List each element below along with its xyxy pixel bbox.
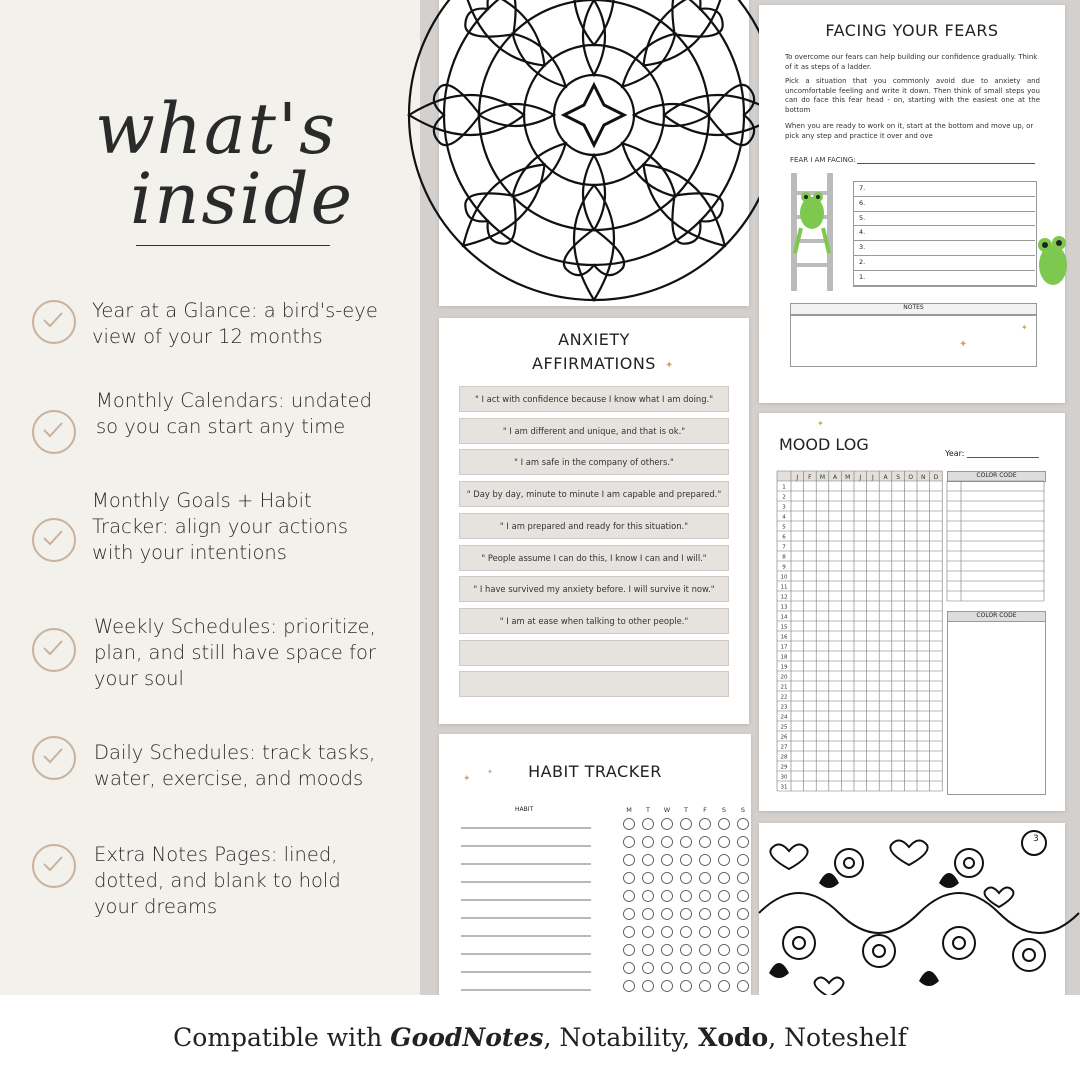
fear-step-number: 7. (859, 184, 866, 192)
mood-grid (777, 471, 947, 795)
habit-check-circle (624, 819, 635, 830)
mood-day-label: 14 (780, 614, 788, 621)
mood-day-label: 20 (780, 674, 788, 681)
heading-inside: inside (130, 158, 355, 240)
habit-check-circle (643, 837, 654, 848)
feature-text: Monthly Goals + Habit Tracker: align your actions with your intentions (92, 489, 349, 564)
mood-month-label: M (819, 474, 826, 481)
habit-grid (459, 802, 746, 1002)
habit-check-circle (624, 891, 635, 902)
feature-text: Daily Schedules: track tasks, water, exercise, and moods (94, 741, 376, 790)
affirmation-item: " I am at ease when talking to other people." (459, 608, 729, 634)
sparkle-icon: ✦ (959, 339, 968, 350)
heading-whats: what's (95, 88, 338, 170)
mood-day-label: 13 (780, 604, 788, 611)
habit-check-circle (700, 873, 711, 884)
preview-collage (420, 0, 1080, 995)
mood-day-label: 2 (782, 494, 786, 501)
habit-check-circle (662, 963, 673, 974)
mood-day-label: 12 (780, 594, 788, 601)
anxiety-affirmations-page (439, 318, 749, 724)
check-icon (32, 518, 76, 562)
habit-check-circle (624, 945, 635, 956)
habit-check-circle (643, 909, 654, 920)
habit-check-circle (643, 873, 654, 884)
mood-month-label: J (859, 474, 862, 481)
color-code-label: COLOR CODE (947, 611, 1046, 622)
habit-check-circle (738, 963, 749, 974)
habit-check-circle (700, 909, 711, 920)
affirmation-item: " I am prepared and ready for this situation." (459, 513, 729, 539)
mood-month-label: A (833, 474, 838, 481)
habit-check-circle (681, 963, 692, 974)
mood-day-label: 21 (780, 684, 788, 691)
mood-day-label: 3 (782, 504, 786, 511)
mood-day-label: 22 (780, 694, 788, 701)
mood-title: MOOD LOG (779, 435, 869, 454)
sparkle-icon: ✦ (1021, 323, 1028, 332)
mood-day-label: 26 (780, 734, 788, 741)
habit-check-circle (643, 927, 654, 938)
mood-day-label: 31 (780, 784, 788, 791)
fear-step-number: 4. (859, 228, 866, 237)
affirmations-title-line2: AFFIRMATIONS (532, 354, 656, 373)
habit-check-circle (738, 873, 749, 884)
feature-weekly-schedules (32, 615, 412, 692)
color-code-box-1 (947, 481, 1045, 603)
habit-check-circle (624, 927, 635, 938)
habit-check-circle (700, 819, 711, 830)
habit-check-circle (662, 981, 673, 992)
mood-day-label: 15 (780, 624, 788, 631)
affirmation-item: " Day by day, minute to minute I am capable and prepared." (459, 481, 729, 507)
compatibility-footer (0, 995, 1080, 1080)
habit-check-circle (700, 981, 711, 992)
habit-check-circle (643, 945, 654, 956)
habit-check-circle (643, 981, 654, 992)
feature-daily-schedules (32, 734, 412, 792)
fear-step-number: 5. (859, 213, 866, 222)
habit-check-circle (643, 819, 654, 830)
habit-title: HABIT TRACKER (528, 762, 662, 781)
peeking-frog-icon (1031, 231, 1065, 287)
habit-check-circle (662, 945, 673, 956)
habit-check-circle (662, 837, 673, 848)
sparkle-icon: ✦ (487, 768, 493, 776)
mood-day-label: 18 (780, 654, 788, 661)
habit-day-label: F (703, 806, 707, 814)
habit-check-circle (662, 909, 673, 920)
habit-check-circle (738, 945, 749, 956)
habit-check-circle (738, 837, 749, 848)
mood-log-page (759, 413, 1065, 811)
mood-day-label: 1 (782, 484, 786, 491)
habit-check-circle (719, 927, 730, 938)
habit-check-circle (738, 927, 749, 938)
habit-day-label: T (684, 806, 688, 814)
mood-day-label: 8 (782, 554, 786, 561)
fear-step-row (853, 255, 1035, 271)
habit-check-circle (700, 963, 711, 974)
habit-check-circle (719, 855, 730, 866)
mood-day-label: 17 (780, 644, 788, 651)
mood-day-label: 6 (782, 534, 786, 541)
notes-label: NOTES (790, 303, 1037, 315)
habit-check-circle (719, 963, 730, 974)
habit-day-label: W (663, 806, 671, 814)
floral-illustration (759, 823, 1065, 995)
mood-month-label: J (796, 474, 799, 481)
habit-check-circle (624, 909, 635, 920)
notes-box (790, 315, 1037, 367)
habit-day-label: T (646, 806, 650, 814)
footer-xodo: Xodo (697, 1023, 769, 1052)
habit-check-circle (662, 819, 673, 830)
habit-check-circle (662, 873, 673, 884)
habit-check-circle (700, 855, 711, 866)
affirmation-item (459, 671, 729, 697)
mood-day-label: 16 (780, 634, 788, 641)
fears-paragraph-2: Pick a situation that you commonly avoid due to anxiety and uncomfortable feeling and write it down. Then think of small steps you can do face this fear head - on, starting with the easiest one at the bottom (785, 77, 1040, 114)
habit-check-circle (624, 873, 635, 884)
heading-underline (136, 245, 330, 246)
habit-check-circle (624, 981, 635, 992)
habit-check-circle (624, 963, 635, 974)
fear-step-row (853, 240, 1035, 256)
fears-paragraph-3: When you are ready to work on it, start at the bottom and move up, or pick any step and practice it over and ove (785, 122, 1034, 140)
check-icon (32, 300, 76, 344)
habit-check-circle (662, 891, 673, 902)
habit-check-circle (681, 945, 692, 956)
check-icon (32, 410, 76, 454)
footer-mid1: , Notability, (543, 1023, 698, 1052)
mood-month-label: S (896, 474, 901, 481)
mood-year-line (967, 457, 1039, 458)
footer-prefix: Compatible with (173, 1023, 391, 1052)
mood-day-label: 27 (780, 744, 788, 751)
affirmation-item: " I act with confidence because I know what I am doing." (459, 386, 729, 412)
floral-page-number: 3 (1033, 834, 1039, 844)
fear-step-row (853, 181, 1035, 197)
mood-day-label: 29 (780, 764, 788, 771)
mood-year-label: Year: (945, 449, 965, 458)
feature-text: Monthly Calendars: undated so you can start any time (96, 389, 372, 438)
habit-check-circle (738, 891, 749, 902)
mandala-coloring-page (439, 0, 749, 306)
habit-check-circle (681, 873, 692, 884)
affirmation-item: " I am different and unique, and that is ok." (459, 418, 729, 444)
habit-check-circle (700, 927, 711, 938)
feature-monthly-calendars (32, 389, 412, 454)
feature-text: Year at a Glance: a bird's-eye view of your 12 months (92, 299, 378, 348)
check-icon (32, 844, 76, 888)
fear-step-row (853, 270, 1035, 286)
color-code-label: COLOR CODE (947, 471, 1046, 482)
habit-day-label: S (740, 806, 746, 814)
feature-year-at-a-glance (32, 298, 412, 350)
habit-check-circle (738, 855, 749, 866)
habit-tracker-page (439, 734, 751, 995)
habit-check-circle (719, 837, 730, 848)
habit-check-circle (681, 927, 692, 938)
habit-check-circle (719, 909, 730, 920)
mood-day-label: 11 (780, 584, 788, 591)
habit-day-label: M (626, 806, 632, 814)
mood-month-label: J (872, 474, 874, 481)
habit-check-circle (681, 909, 692, 920)
habit-check-circle (643, 963, 654, 974)
affirmation-item: " I am safe in the company of others." (459, 449, 729, 475)
habit-check-circle (738, 819, 749, 830)
habit-check-circle (700, 945, 711, 956)
mood-day-label: 28 (780, 754, 788, 761)
fear-facing-line (857, 163, 1035, 164)
fear-step-row (853, 196, 1035, 212)
habit-check-circle (681, 981, 692, 992)
mood-month-label: F (808, 474, 812, 481)
habit-day-label: S (721, 806, 727, 814)
mood-day-label: 25 (780, 724, 788, 731)
habit-check-circle (700, 891, 711, 902)
habit-check-circle (662, 855, 673, 866)
floral-coloring-page (759, 823, 1065, 995)
habit-check-circle (643, 855, 654, 866)
footer-mid2: , Noteshelf (768, 1023, 907, 1052)
ladder-frog-illustration (789, 173, 839, 293)
habit-check-circle (719, 981, 730, 992)
habit-check-circle (643, 891, 654, 902)
fear-step-row (853, 211, 1035, 227)
sparkle-icon: ✦ (665, 360, 674, 371)
fear-facing-label: FEAR I AM FACING: (790, 156, 856, 164)
feature-monthly-goals (32, 489, 412, 566)
mood-month-label: D (933, 474, 939, 481)
mood-day-label: 4 (782, 514, 786, 521)
habit-check-circle (681, 891, 692, 902)
fear-step-number: 3. (859, 243, 866, 252)
habit-check-circle (719, 873, 730, 884)
mood-month-label: O (908, 474, 914, 481)
sparkle-icon: ✦ (463, 774, 471, 784)
left-panel (0, 0, 420, 995)
fear-step-number: 2. (859, 258, 866, 266)
mood-day-label: 23 (780, 704, 788, 711)
habit-check-circle (624, 855, 635, 866)
habit-check-circle (738, 909, 749, 920)
habit-check-circle (681, 819, 692, 830)
mood-day-label: 19 (780, 664, 788, 671)
habit-check-circle (719, 891, 730, 902)
habit-check-circle (738, 981, 749, 992)
mood-day-label: 30 (780, 774, 788, 781)
fear-step-number: 6. (859, 198, 866, 207)
facing-fears-page (759, 5, 1065, 403)
check-icon (32, 736, 76, 780)
affirmation-item: " I have survived my anxiety before. I will survive it now." (459, 576, 729, 602)
habit-col-label: HABIT (515, 806, 534, 813)
mandala-illustration (439, 0, 749, 306)
habit-check-circle (624, 837, 635, 848)
habit-check-circle (681, 837, 692, 848)
feature-text: Extra Notes Pages: lined, dotted, and blank to hold your dreams (94, 843, 341, 918)
fears-title: FACING YOUR FEARS (825, 21, 999, 40)
mood-month-label: M (845, 474, 851, 481)
habit-check-circle (719, 945, 730, 956)
fear-step-number: 1. (859, 272, 866, 281)
habit-check-circle (719, 819, 730, 830)
affirmation-item: " People assume I can do this, I know I can and I will." (459, 545, 729, 571)
habit-check-circle (681, 855, 692, 866)
affirmations-title-line1: ANXIETY (558, 330, 630, 349)
habit-check-circle (700, 837, 711, 848)
feature-text: Weekly Schedules: prioritize, plan, and still have space for your soul (94, 615, 376, 690)
mood-day-label: 24 (780, 714, 788, 721)
habit-check-circle (662, 927, 673, 938)
mood-day-label: 5 (782, 524, 786, 531)
mood-month-label: A (883, 474, 888, 481)
footer-goodnotes: GoodNotes (390, 1023, 544, 1052)
mood-day-label: 7 (782, 544, 786, 551)
feature-extra-notes (32, 842, 412, 920)
color-code-box-2 (947, 621, 1046, 795)
mood-day-label: 9 (782, 564, 786, 571)
affirmation-item (459, 640, 729, 666)
check-icon (32, 628, 76, 672)
mood-day-label: 10 (780, 574, 788, 581)
fears-paragraph-1: To overcome our fears can help building our confidence gradually. Think of it as steps of a ladder. (785, 53, 1038, 71)
sparkle-icon: ✦ (817, 419, 824, 428)
mood-month-label: N (921, 474, 926, 481)
fear-step-row (853, 225, 1035, 241)
